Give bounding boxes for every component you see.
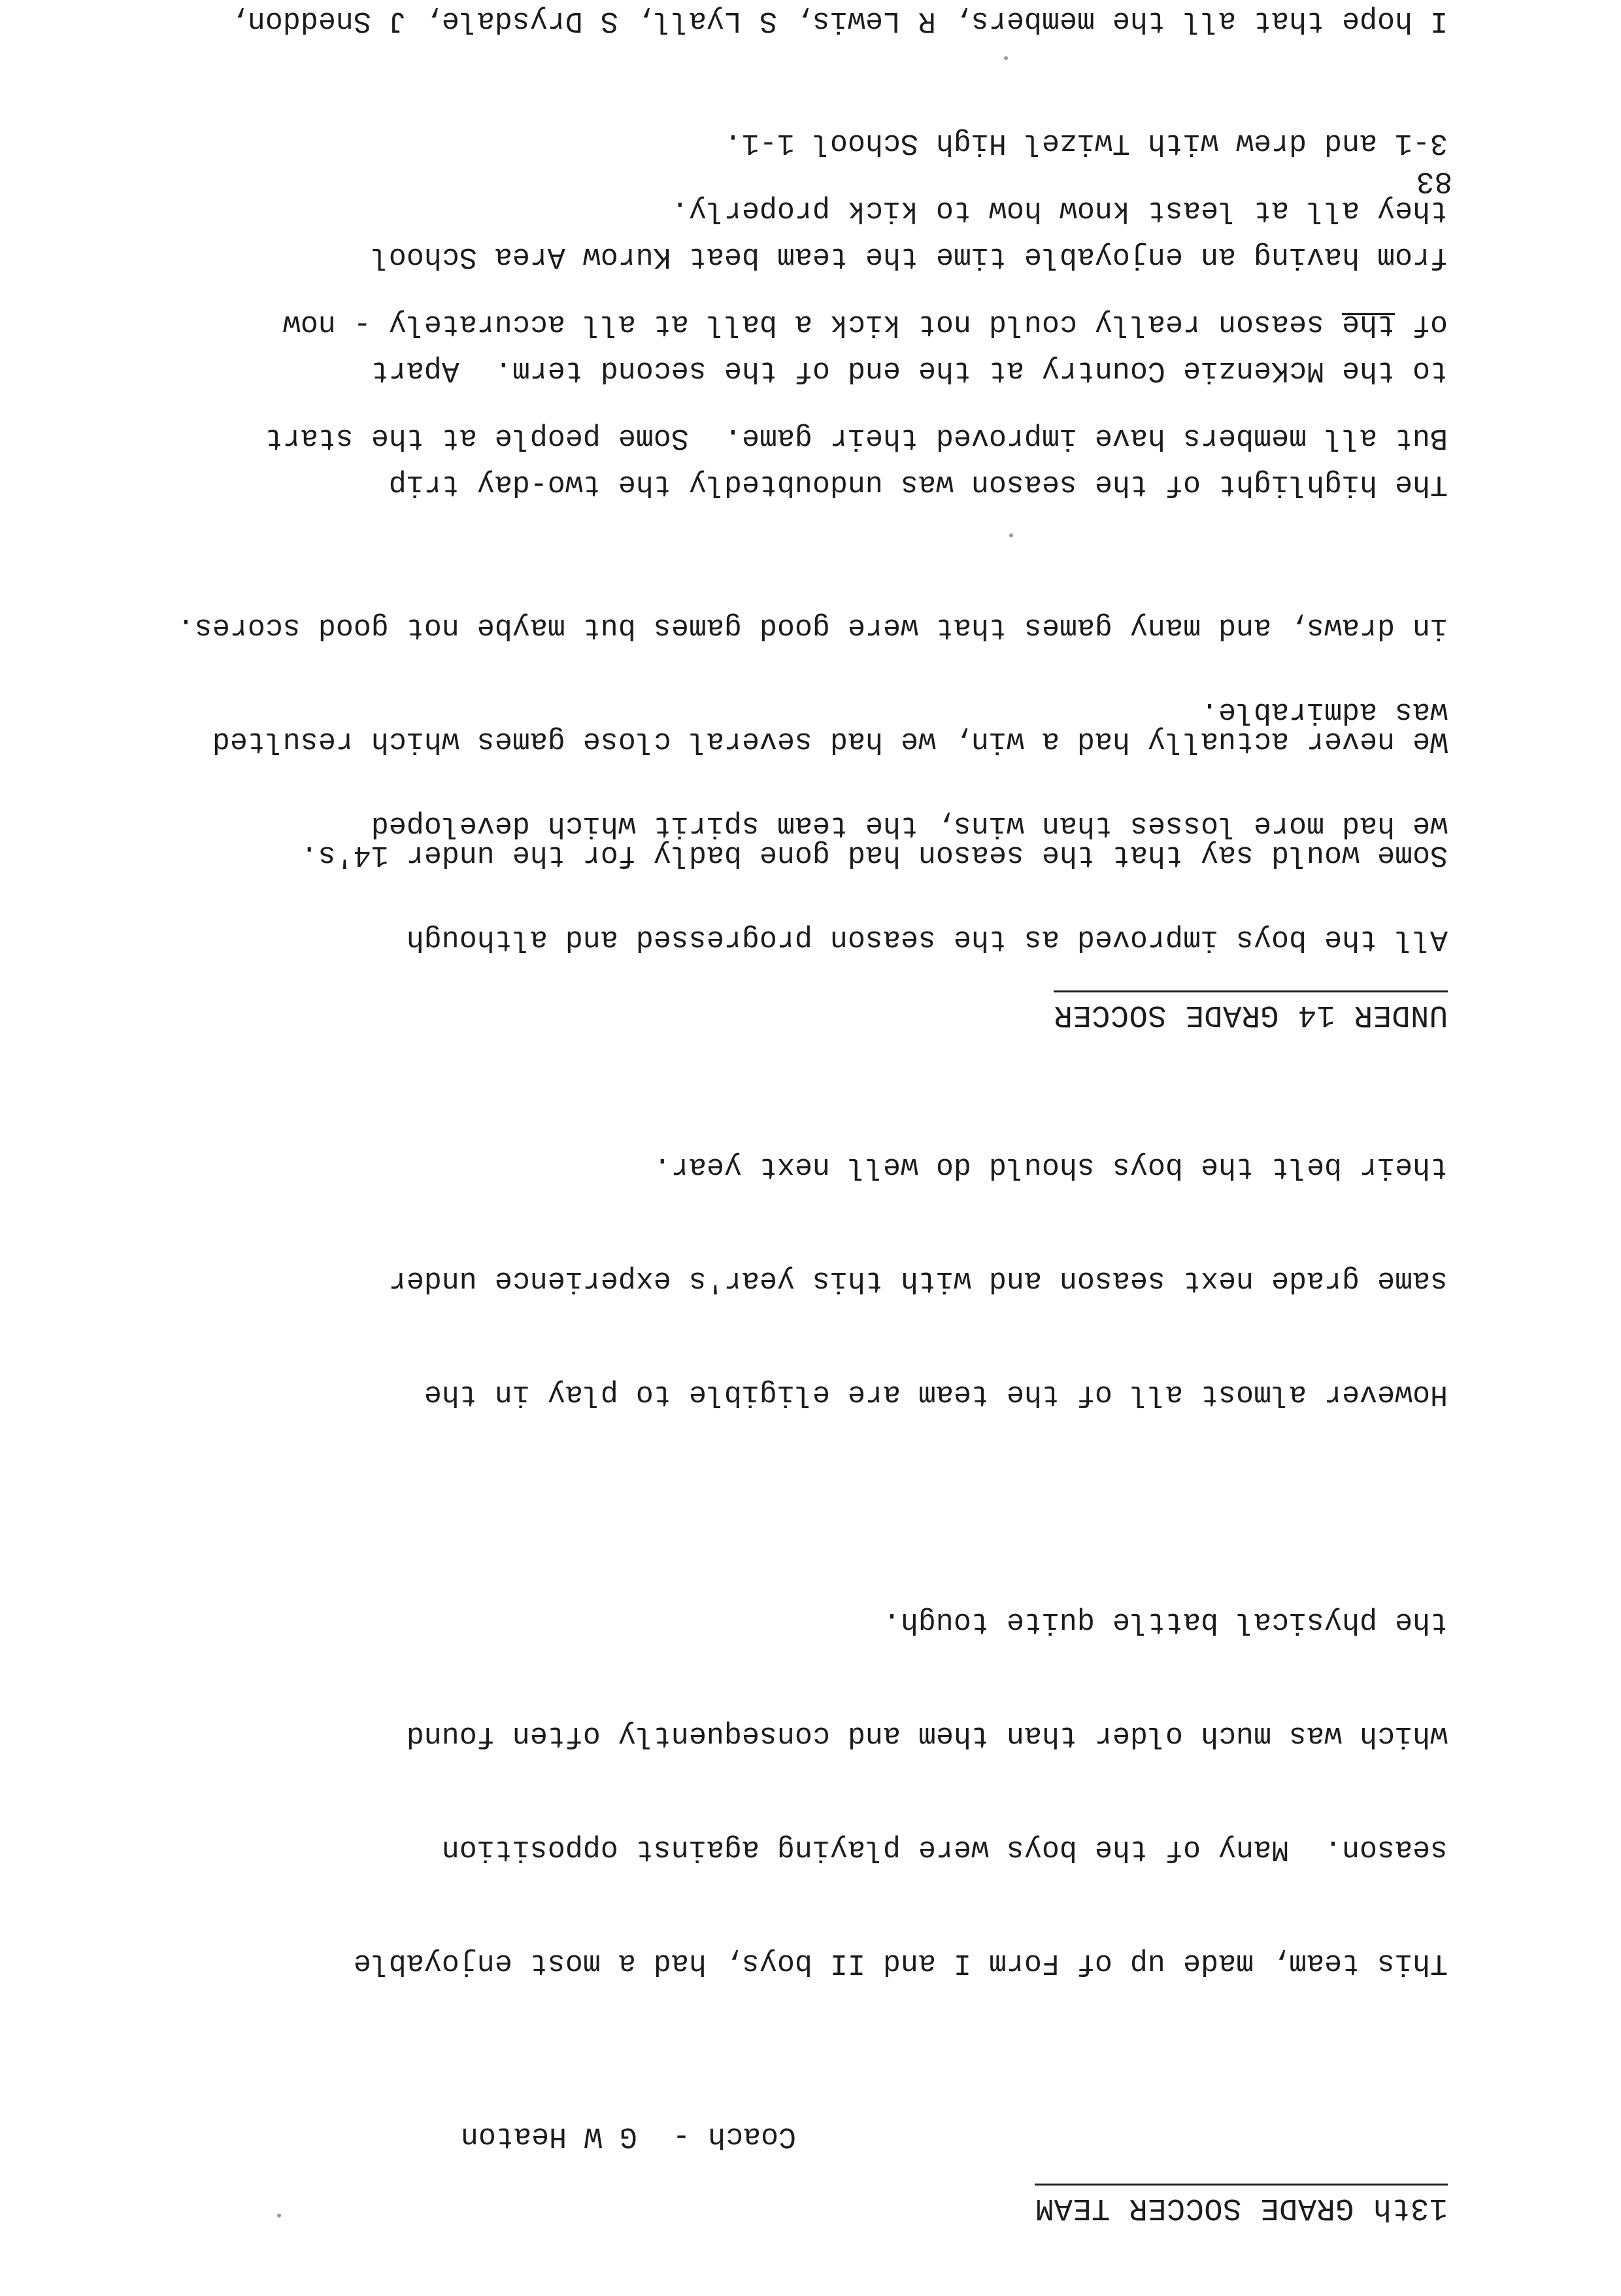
- text-line: All the boys improved as the season progressed and although: [406, 922, 1448, 956]
- text-line: from having an enjoyable time the team beat Kurow Area School: [371, 240, 1448, 273]
- paragraph: [62, 1072, 1448, 1489]
- text-fragment: season really could not kick a ball at all accurately - now: [282, 307, 1342, 341]
- text-line: This team, made up of Form I and II boys, had a most enjoyable: [353, 1946, 1448, 1980]
- scan-speck: [277, 2214, 281, 2218]
- scan-speck: [1009, 533, 1013, 537]
- text-line: [62, 305, 1448, 343]
- coach-line: Coach - G W Heaton: [460, 2119, 796, 2153]
- text-fragment: of: [1394, 307, 1448, 341]
- text-line: we had more losses than wins, the team spirit which developed: [371, 809, 1448, 842]
- text-line: However almost all of the team are eligible to play in the: [424, 1377, 1448, 1411]
- text-line: which was much older than them and consequently often found: [406, 1719, 1448, 1752]
- text-line: We never actually had a win, we had several close games which resulted: [212, 724, 1448, 758]
- section-under-14-heading-block: [62, 990, 1448, 1034]
- text-line: the physical battle quite tough.: [882, 1605, 1448, 1638]
- paragraph: [62, 115, 1448, 532]
- section-13th-grade-heading-block: [62, 2184, 1448, 2227]
- text-line: same grade next season and with this year's experience under: [388, 1264, 1448, 1297]
- text-line: I hope that all the members, R Lewis, S Lyall, S Drysdale, J Sneddon,: [229, 4, 1448, 37]
- text-line: in draws, and many games that were good games but maybe not good scores.: [176, 611, 1448, 644]
- paragraph: [62, 532, 1448, 949]
- text-line: 3-1 and drew with Twizel High School 1-1.: [724, 126, 1448, 160]
- text-line: season. Many of the boys were playing against opposition: [441, 1832, 1448, 1866]
- text-line: they all at least know how to kick properly.: [671, 194, 1448, 227]
- section-under-14-body: [62, 0, 1448, 949]
- text-line: But all members have improved their game. Some people at the start: [265, 421, 1448, 454]
- text-line: their belt the boys should do well next year.: [653, 1150, 1448, 1183]
- paragraph: [62, 1527, 1448, 2057]
- page-number: 83: [1416, 164, 1452, 198]
- scan-speck: [1004, 56, 1008, 60]
- text-line: was admirable.: [1200, 695, 1448, 728]
- section-heading-under-14: UNDER 14 GRADE SOCCER: [1054, 990, 1448, 1034]
- text-line: Some would say that the season had gone badly for the under 14's.: [300, 838, 1448, 871]
- section-heading-13th-grade: 13th GRADE SOCCER TEAM: [1035, 2184, 1448, 2227]
- text-line: The highlight of the season was undoubtedly the two-day trip: [388, 467, 1448, 501]
- paragraph: [62, 0, 1448, 115]
- text-line: to the McKenzie Country at the end of the second term. Apart: [371, 354, 1448, 387]
- underlined-word: the: [1341, 307, 1395, 341]
